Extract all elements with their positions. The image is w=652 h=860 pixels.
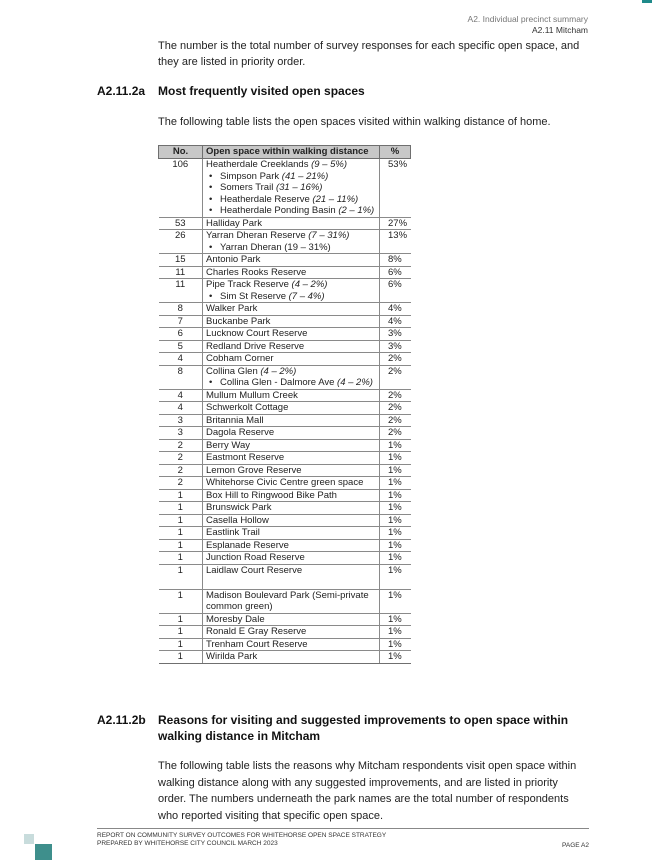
open-space-name: Berry Way (206, 439, 250, 451)
cell-open-space (203, 552, 380, 565)
table-row (159, 328, 411, 341)
decor-square-dark (35, 844, 52, 860)
section-a-number: A2.11.2a (97, 84, 146, 98)
cell-open-space (203, 315, 380, 328)
cell-count: 1 (159, 651, 203, 664)
table-row (159, 502, 411, 515)
open-space-name: Buckanbe Park (206, 315, 271, 327)
cell-open-space (203, 159, 380, 218)
table-row (159, 539, 411, 552)
cell-open-space (203, 389, 380, 402)
open-space-name: Schwerkolt Cottage (206, 402, 289, 413)
sub-space-item (206, 171, 376, 183)
open-space-name: Cobham Corner (206, 353, 274, 364)
open-space-name: Casella Hollow (206, 514, 269, 526)
cell-percent: 13% (380, 230, 411, 254)
cell-percent: 6% (380, 266, 411, 279)
cell-open-space (203, 638, 380, 651)
table-row (159, 303, 411, 316)
table-row (159, 527, 411, 540)
cell-percent: 1% (380, 514, 411, 527)
cell-count: 11 (159, 279, 203, 303)
open-space-detail: (4 – 2%) (291, 279, 328, 290)
cell-open-space (203, 439, 380, 452)
table-row (159, 452, 411, 465)
cell-count: 3 (159, 414, 203, 427)
table-row (159, 279, 411, 303)
cell-open-space (203, 626, 380, 639)
table-row (159, 402, 411, 415)
table-row (159, 217, 411, 230)
cell-count: 53 (159, 217, 203, 230)
open-space-name: Esplanade Reserve (206, 539, 289, 551)
open-space-name: Antonio Park (206, 254, 261, 265)
table-row (159, 589, 411, 613)
section-a-lead: The following table lists the open spaces visited within walking distance of home. (158, 116, 551, 128)
open-space-name: Lemon Grove Reserve (206, 464, 302, 476)
sub-space-detail: (21 – 11%) (312, 193, 359, 205)
sub-space-detail: (2 – 1%) (338, 205, 375, 216)
cell-open-space (203, 464, 380, 477)
sub-space-item (206, 291, 376, 303)
cell-count: 2 (159, 477, 203, 490)
cell-percent: 3% (380, 328, 411, 341)
table-row (159, 613, 411, 626)
cell-open-space (203, 489, 380, 502)
cell-count: 4 (159, 389, 203, 402)
cell-open-space (203, 303, 380, 316)
cell-open-space (203, 353, 380, 366)
cell-open-space (203, 564, 380, 589)
open-space-name: Moresby Dale (206, 613, 265, 625)
cell-count: 26 (159, 230, 203, 254)
footer-divider (97, 828, 589, 829)
open-space-detail: (4 – 2%) (260, 365, 297, 377)
cell-percent: 2% (380, 389, 411, 402)
cell-percent: 8% (380, 254, 411, 267)
running-header (468, 14, 588, 36)
open-space-name: Dagola Reserve (206, 427, 275, 438)
cell-count: 5 (159, 340, 203, 353)
table-row (159, 230, 411, 254)
cell-count: 4 (159, 353, 203, 366)
open-space-name: Junction Road Reserve (206, 552, 305, 563)
table-row (159, 159, 411, 218)
cell-open-space (203, 217, 380, 230)
open-space-name: Yarran Dheran Reserve (206, 230, 309, 241)
sub-space-name: Simpson Park (220, 170, 282, 182)
sub-space-item (206, 242, 376, 254)
cell-count: 8 (159, 303, 203, 316)
cell-open-space (203, 539, 380, 552)
cell-count: 1 (159, 514, 203, 527)
sub-space-item (206, 194, 376, 206)
cell-percent: 2% (380, 353, 411, 366)
footer-prepared: PREPARED BY WHITEHORSE CITY COUNCIL MARCH 2023 (97, 840, 278, 847)
sub-space-item (206, 205, 376, 217)
cell-percent: 1% (380, 489, 411, 502)
cell-open-space (203, 340, 380, 353)
cell-count: 11 (159, 266, 203, 279)
cell-percent: 1% (380, 464, 411, 477)
cell-percent: 1% (380, 552, 411, 565)
open-space-name: Walker Park (206, 303, 258, 314)
cell-count: 1 (159, 539, 203, 552)
sub-space-detail: (31 – 16%) (275, 182, 323, 193)
open-space-name: Britannia Mall (206, 414, 264, 426)
sub-space-name: Heatherdale Reserve (220, 193, 313, 205)
cell-percent: 1% (380, 539, 411, 552)
cell-open-space (203, 254, 380, 267)
sub-space-detail: (4 – 2%) (337, 377, 373, 388)
section-b-title: Reasons for visiting and suggested improvements to open space within walking distance in Mitcham (158, 713, 569, 743)
sub-space-item (206, 377, 376, 389)
footer-report: REPORT ON COMMUNITY SURVEY OUTCOMES FOR WHITEHORSE OPEN SPACE STRATEGY (97, 832, 387, 839)
cell-open-space (203, 266, 380, 279)
cell-percent: 4% (380, 303, 411, 316)
table-row (159, 489, 411, 502)
header-section: A2.11 Mitcham (531, 25, 588, 35)
cell-percent: 2% (380, 427, 411, 440)
cell-open-space (203, 414, 380, 427)
cell-percent: 4% (380, 315, 411, 328)
table-row (159, 389, 411, 402)
sub-space-name: Yarran Dheran (19 – 31%) (220, 241, 331, 253)
table-row (159, 315, 411, 328)
table-row (159, 464, 411, 477)
table-row (159, 651, 411, 664)
cell-count: 1 (159, 552, 203, 565)
cell-open-space (203, 589, 380, 613)
open-space-name: Heatherdale Creeklands (206, 159, 312, 170)
cell-count: 1 (159, 502, 203, 515)
cell-open-space (203, 452, 380, 465)
intro-paragraph: The number is the total number of survey responses for each specific open space, and they are listed in priority order. (158, 40, 580, 68)
header-chapter: A2. Individual precinct summary (467, 14, 588, 24)
cell-percent: 1% (380, 502, 411, 515)
cell-percent: 2% (380, 365, 411, 389)
col-header-no: No. (159, 146, 203, 159)
cell-count: 2 (159, 464, 203, 477)
col-header-name: Open space within walking distance (203, 146, 380, 159)
col-header-pct: % (380, 146, 411, 159)
open-space-name: Box Hill to Ringwood Bike Path (206, 489, 337, 501)
open-space-name: Halliday Park (206, 217, 262, 229)
table-row (159, 414, 411, 427)
cell-count: 7 (159, 315, 203, 328)
open-space-name: Brunswick Park (206, 502, 272, 513)
table-row (159, 477, 411, 490)
cell-open-space (203, 328, 380, 341)
cell-open-space (203, 427, 380, 440)
table-row (159, 439, 411, 452)
cell-percent: 1% (380, 527, 411, 540)
page-number: PAGE A2 (562, 842, 589, 849)
sub-space-detail: (7 – 4%) (288, 290, 325, 302)
open-space-name: Eastmont Reserve (206, 452, 285, 463)
cell-count: 3 (159, 427, 203, 440)
cell-open-space (203, 477, 380, 490)
cell-open-space (203, 230, 380, 254)
cell-count: 15 (159, 254, 203, 267)
cell-count: 1 (159, 626, 203, 639)
cell-percent: 1% (380, 452, 411, 465)
cell-open-space (203, 613, 380, 626)
corner-accent (642, 0, 652, 3)
sub-space-name: Heatherdale Ponding Basin (220, 205, 339, 216)
decor-square-light (24, 834, 34, 844)
cell-count: 8 (159, 365, 203, 389)
cell-open-space (203, 502, 380, 515)
table-row (159, 266, 411, 279)
cell-count: 2 (159, 452, 203, 465)
section-b-lead: The following table lists the reasons why Mitcham respondents visit open space within walking distance along with any suggested improvements, and are listed in priority order. The numbers underneath the park names are the total number of respondents who reported visiting that specific open space. (158, 760, 577, 822)
cell-percent: 2% (380, 414, 411, 427)
table-row (159, 626, 411, 639)
table-row (159, 427, 411, 440)
open-space-name: Ronald E Gray Reserve (206, 626, 307, 637)
cell-percent: 1% (380, 589, 411, 613)
cell-open-space (203, 651, 380, 664)
cell-percent: 1% (380, 439, 411, 452)
cell-percent: 53% (380, 159, 411, 218)
cell-percent: 1% (380, 564, 411, 589)
open-space-name: Trenham Court Reserve (206, 638, 308, 650)
cell-percent: 27% (380, 217, 411, 230)
cell-count: 4 (159, 402, 203, 415)
open-space-name: Collina Glen (206, 365, 261, 377)
open-space-name: Redland Drive Reserve (206, 340, 305, 352)
sub-space-item (206, 182, 376, 194)
table-row (159, 638, 411, 651)
open-space-name: Mullum Mullum Creek (206, 389, 298, 401)
open-space-name: Lucknow Court Reserve (206, 328, 308, 339)
table-row (159, 564, 411, 589)
table-row (159, 254, 411, 267)
cell-count: 1 (159, 489, 203, 502)
open-space-detail: (9 – 5%) (311, 159, 347, 170)
table-row (159, 353, 411, 366)
cell-open-space (203, 365, 380, 389)
sub-space-detail: (41 – 21%) (281, 170, 329, 182)
cell-percent: 6% (380, 279, 411, 303)
cell-open-space (203, 279, 380, 303)
table-row (159, 365, 411, 389)
cell-count: 1 (159, 613, 203, 626)
sub-space-name: Sim St Reserve (220, 290, 289, 302)
cell-count: 1 (159, 527, 203, 540)
table-row (159, 552, 411, 565)
open-space-name: Wirilda Park (206, 651, 258, 662)
open-space-name: Charles Rooks Reserve (206, 266, 307, 278)
open-space-name: Madison Boulevard Park (Semi-private common green) (206, 589, 369, 612)
table-header-row (159, 146, 411, 159)
table-body (159, 159, 411, 664)
cell-count: 1 (159, 564, 203, 589)
cell-open-space (203, 514, 380, 527)
cell-percent: 3% (380, 340, 411, 353)
cell-percent: 1% (380, 477, 411, 490)
open-space-name: Laidlaw Court Reserve (206, 564, 303, 576)
cell-percent: 1% (380, 613, 411, 626)
sub-space-name: Somers Trail (220, 182, 276, 193)
section-a-title: Most frequently visited open spaces (158, 84, 365, 98)
cell-count: 106 (159, 159, 203, 218)
cell-open-space (203, 402, 380, 415)
cell-percent: 1% (380, 638, 411, 651)
section-b-number: A2.11.2b (97, 713, 146, 727)
cell-count: 2 (159, 439, 203, 452)
open-spaces-table (158, 145, 411, 664)
table-row (159, 340, 411, 353)
cell-percent: 1% (380, 651, 411, 664)
table-row (159, 514, 411, 527)
sub-space-name: Collina Glen - Dalmore Ave (220, 377, 338, 388)
cell-count: 1 (159, 589, 203, 613)
cell-open-space (203, 527, 380, 540)
cell-percent: 1% (380, 626, 411, 639)
open-space-name: Whitehorse Civic Centre green space (206, 477, 364, 488)
open-space-detail: (7 – 31%) (308, 230, 350, 241)
cell-percent: 2% (380, 402, 411, 415)
cell-count: 1 (159, 638, 203, 651)
open-space-name: Eastlink Trail (206, 527, 260, 538)
cell-count: 6 (159, 328, 203, 341)
open-space-name: Pipe Track Reserve (206, 279, 292, 290)
